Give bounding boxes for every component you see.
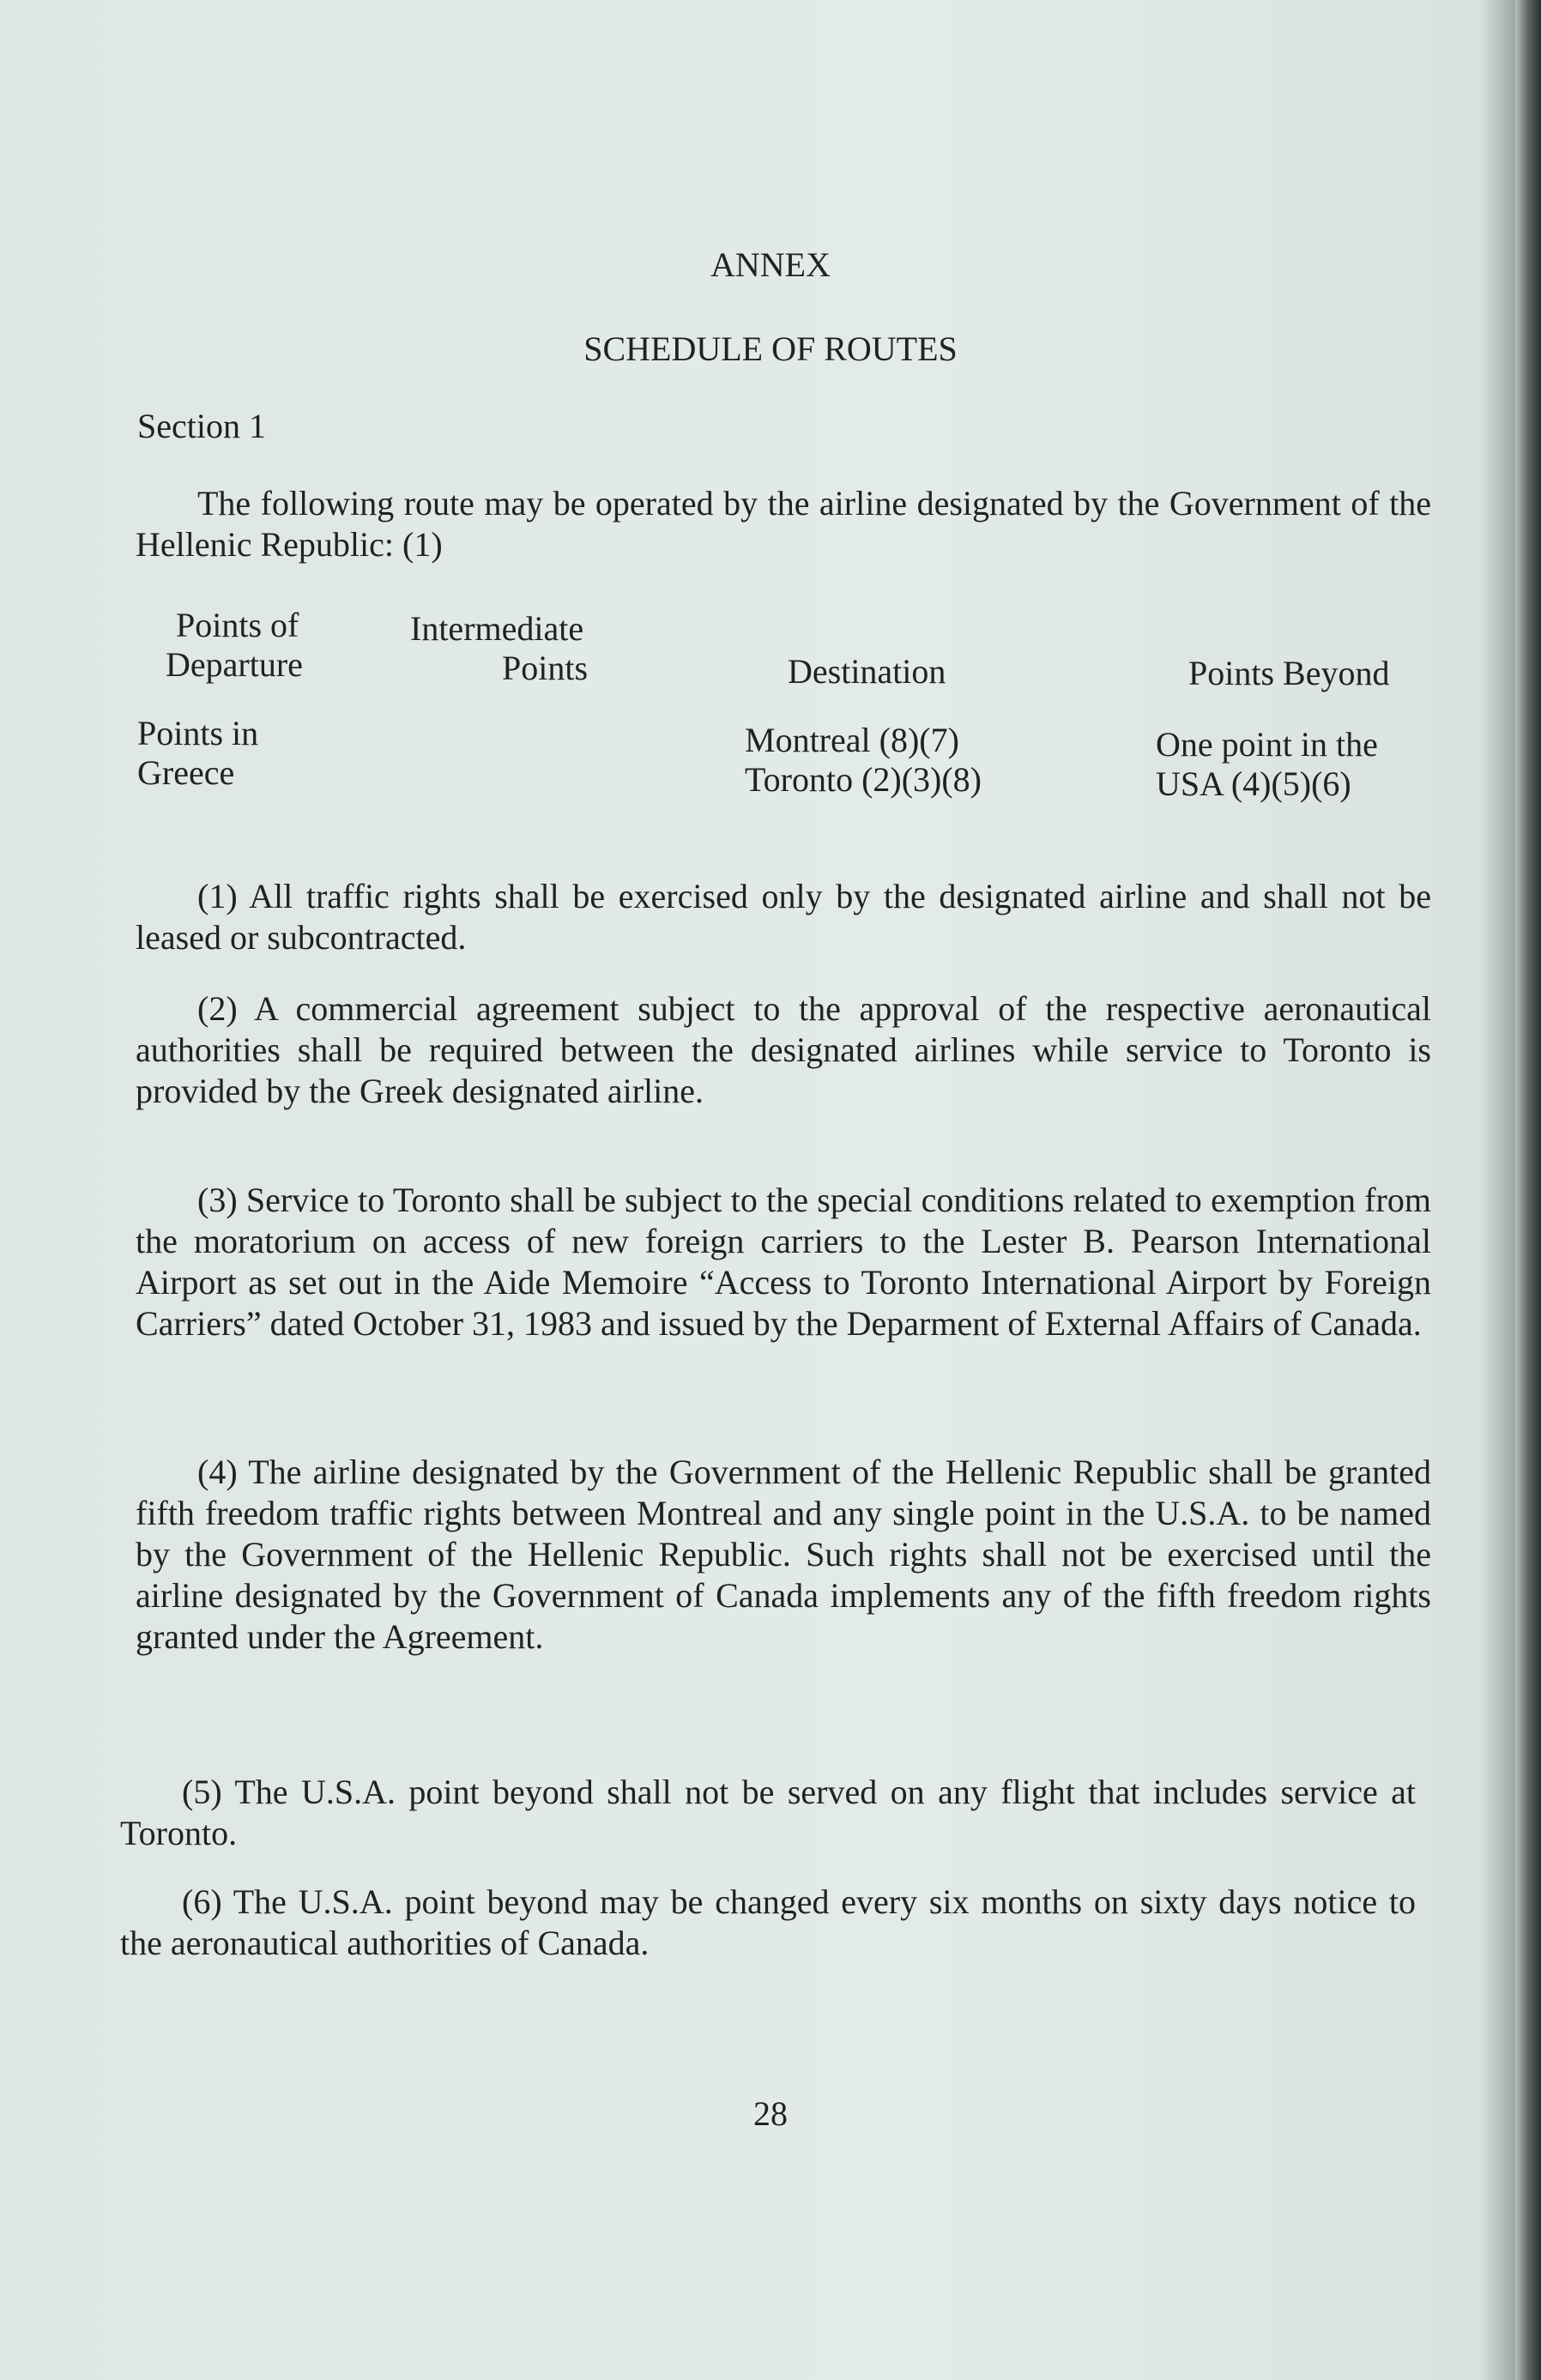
schedule-title: SCHEDULE OF ROUTES (583, 329, 958, 368)
note-2: (2) A commercial agreement subject to the approval of the respective aeronautical authorities shall be required between the designated airlines while service to Toronto is provided by the Greek designated airline. (136, 989, 1431, 1110)
cell-departure: Points in Greece (137, 714, 259, 792)
note-4: (4) The airline designated by the Government of the Hellenic Republic shall be granted fifth freedom traffic rights between Montreal and any single point in the U.S.A. to be named by the Government of the Hellenic Republic. Such rights shall not be exercised until the airline designated by the Government of Canada implements any of the fifth freedom rights granted under the Agreement. (136, 1453, 1431, 1656)
annex-title: ANNEX (710, 245, 831, 284)
page-number: 28 (753, 2094, 788, 2133)
cell-points-beyond: One point in the USA (4)(5)(6) (1156, 725, 1378, 803)
header-intermediate: Intermediate Points (410, 609, 589, 687)
section-label: Section 1 (137, 407, 266, 445)
note-6: (6) The U.S.A. point beyond may be changed every six months on sixty days notice to the aeronautical authorities of Canada. (120, 1882, 1416, 1962)
header-destination: Destination (788, 652, 946, 691)
note-5: (5) The U.S.A. point beyond shall not be served on any flight that includes service at Toronto. (120, 1773, 1416, 1852)
note-1: (1) All traffic rights shall be exercised only by the designated airline and shall not be leased or subcontracted. (136, 877, 1431, 957)
header-points-beyond: Points Beyond (1188, 654, 1390, 692)
cell-destination: Montreal (8)(7) Toronto (2)(3)(8) (745, 721, 982, 799)
intro-paragraph: The following route may be operated by the airline designated by the Government of the Hellenic Republic: (1) (136, 484, 1431, 564)
header-departure: Points of Departure (166, 606, 303, 684)
note-3: (3) Service to Toronto shall be subject to the special conditions related to exemption from the moratorium on access of new foreign carriers to the Lester B. Pearson International Airport as set out in the Aide Memoire “Access to Toronto International Airport by Foreign Carriers” dated October 31, 1983 and issued by the Deparment of External Affairs of Canada. (136, 1181, 1431, 1343)
